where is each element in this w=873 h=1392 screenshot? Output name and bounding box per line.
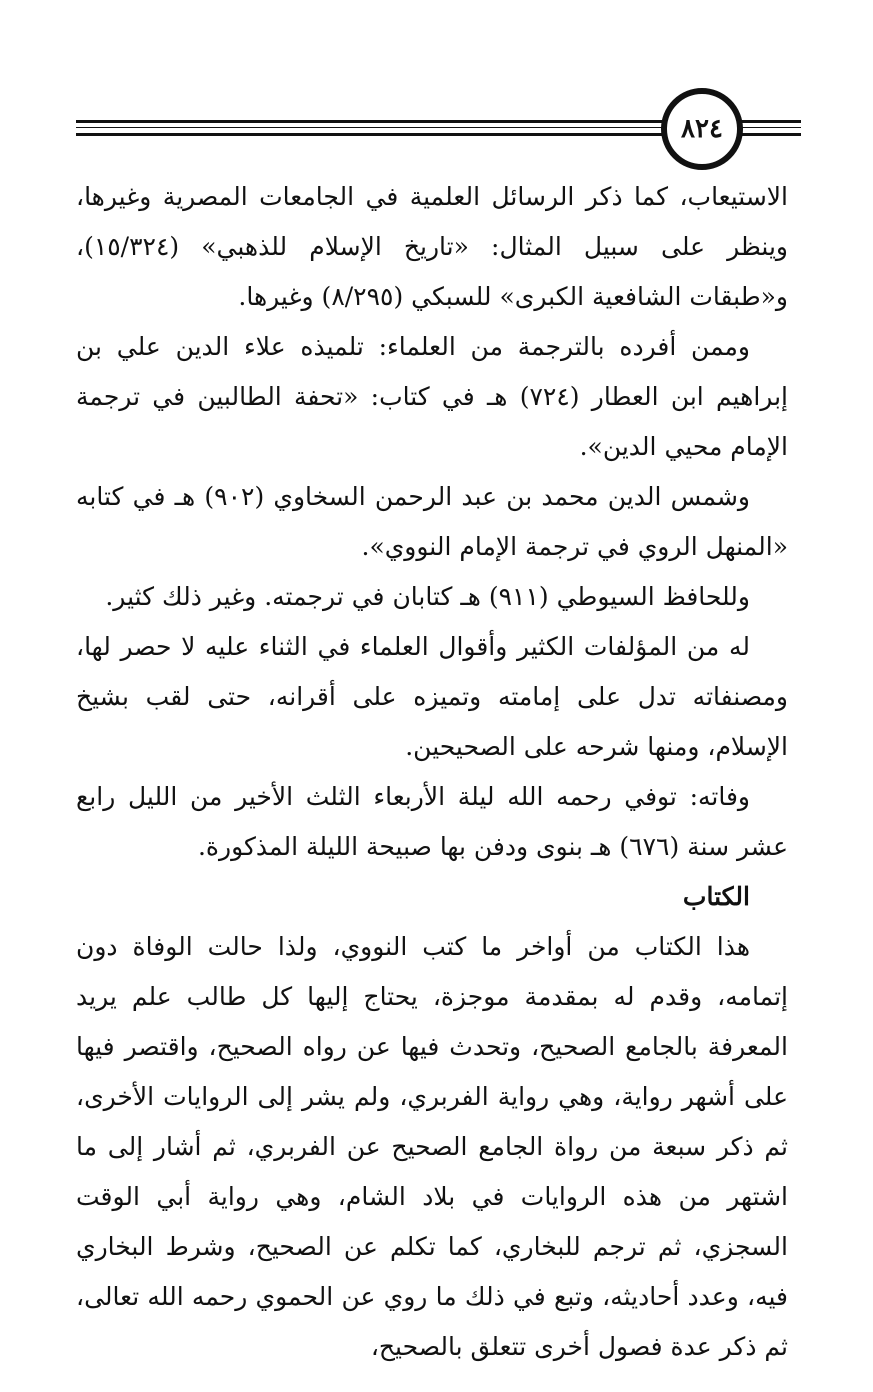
header-rule-thick-top [76, 120, 666, 123]
paragraph-book-description: هذا الكتاب من أواخر ما كتب النووي، ولذا حالت الوفاة دون إتمامه، وقدم له بمقدمة موجزة، يحتاج إليها كل طالب علم يريد المعرفة بالجامع الصحيح، وتحدث فيها عن رواه الصحيح، واقتصر فيها على أشهر رواية، وهي رواية الفربري، ولم يشر إلى الروايات الأخرى، ثم ذكر سبعة من رواة الجامع الصحيح عن الفربري، ثم أشار إلى ما اشتهر من هذه الروايات في بلاد الشام، وهي رواية أبي الوقت السجزي، ثم ترجم للبخاري، كما تكلم عن الصحيح، وشرط البخاري فيه، وعدد أحاديثه، وتبع في ذلك ما روي عن الحموي رحمه الله تعالى، ثم ذكر عدة فصول أخرى تتعلق بالصحيح، [76, 932, 788, 1361]
page-number-badge [661, 88, 743, 170]
page-body [76, 172, 788, 1372]
paragraph-sakhawi: وشمس الدين محمد بن عبد الرحمن السخاوي (٩٠٢) هـ في كتابه «المنهل الروي في ترجمة الإمام النووي». [76, 482, 788, 561]
header-rule-thin [76, 127, 666, 128]
paragraph-death: وفاته: توفي رحمه الله ليلة الأربعاء الثلث الأخير من الليل رابع عشر سنة (٦٧٦) هـ بنوى ودفن بها صبيحة الليلة المذكورة. [76, 782, 788, 861]
paragraph-works: له من المؤلفات الكثير وأقوال العلماء في الثناء عليه لا حصر لها، ومصنفاته تدل على إمامته وتميزه على أقرانه، حتى لقب بشيخ الإسلام، ومنها شرحه على الصحيحين. [76, 632, 788, 761]
header-rule-tail-top [741, 120, 801, 123]
section-heading: الكتاب [682, 882, 750, 911]
paragraph-biographers: وممن أفرده بالترجمة من العلماء: تلميذه علاء الدين علي بن إبراهيم ابن العطار (٧٢٤) هـ في كتاب: «تحفة الطالبين في ترجمة الإمام محيي الدين». [76, 332, 789, 461]
page-header [76, 92, 806, 172]
header-rule-tail-mid [741, 127, 801, 128]
header-rule-tail-bottom [741, 133, 801, 136]
paragraph-suyuti: وللحافظ السيوطي (٩١١) هـ كتابان في ترجمته. وغير ذلك كثير. [105, 582, 750, 611]
page-number: ٨٢٤ [681, 114, 723, 144]
header-rule-thick-bottom [76, 133, 666, 136]
paragraph-continuation: الاستيعاب، كما ذكر الرسائل العلمية في الجامعات المصرية وغيرها، وينظر على سبيل المثال: «تاريخ الإسلام للذهبي» (١٥/٣٢٤)، و«طبقات الشافعية الكبرى» للسبكي (٨/٢٩٥) وغيرها. [76, 182, 788, 311]
